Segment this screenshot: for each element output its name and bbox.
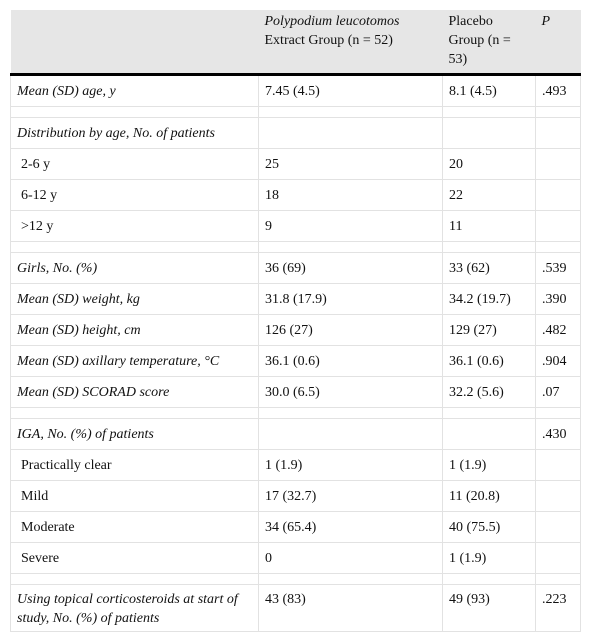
- table-container: [10, 10, 580, 632]
- cell-placebo: 40 (75.5): [443, 512, 536, 543]
- cell-placebo: 8.1 (4.5): [443, 75, 536, 107]
- header-treatment-n: Extract Group (n = 52): [264, 33, 393, 48]
- cell-p: .390: [536, 284, 581, 315]
- header-treatment-name: Polypodium leucotomos: [264, 14, 400, 29]
- spacer-row: [11, 574, 581, 585]
- header-row: [11, 10, 581, 75]
- row-label: Practically clear: [11, 450, 259, 481]
- cell-treatment: 9: [259, 211, 443, 242]
- cell-placebo: 36.1 (0.6): [443, 346, 536, 377]
- cell-treatment: 36 (69): [259, 253, 443, 284]
- cell-p: [536, 481, 581, 512]
- spacer-row: [11, 107, 581, 118]
- table-row: [11, 180, 581, 211]
- cell-placebo: 32.2 (5.6): [443, 377, 536, 408]
- header-p-value: P: [536, 10, 581, 75]
- row-label: Using topical corticosteroids at start of study, No. (%) of patients: [11, 585, 259, 632]
- cell-placebo: 1 (1.9): [443, 450, 536, 481]
- cell-p: [536, 211, 581, 242]
- spacer-row: [11, 408, 581, 419]
- cell-treatment: 18: [259, 180, 443, 211]
- cell-treatment: 36.1 (0.6): [259, 346, 443, 377]
- cell-treatment: 0: [259, 543, 443, 574]
- row-label: Mean (SD) axillary temperature, °C: [11, 346, 259, 377]
- row-label: Moderate: [11, 512, 259, 543]
- cell-placebo: 11 (20.8): [443, 481, 536, 512]
- table-row: [11, 481, 581, 512]
- cell-treatment: 43 (83): [259, 585, 443, 632]
- cell-p: .904: [536, 346, 581, 377]
- row-label: Distribution by age, No. of patients: [11, 118, 259, 149]
- cell-treatment: 30.0 (6.5): [259, 377, 443, 408]
- cell-placebo: [443, 118, 536, 149]
- row-label: Mean (SD) SCORAD score: [11, 377, 259, 408]
- cell-p: .539: [536, 253, 581, 284]
- cell-placebo: 34.2 (19.7): [443, 284, 536, 315]
- table-row: [11, 450, 581, 481]
- row-label: Mean (SD) weight, kg: [11, 284, 259, 315]
- cell-treatment: [259, 118, 443, 149]
- cell-p: [536, 180, 581, 211]
- cell-placebo: 49 (93): [443, 585, 536, 632]
- cell-p: [536, 450, 581, 481]
- row-label: >12 y: [11, 211, 259, 242]
- row-label: Severe: [11, 543, 259, 574]
- spacer-row: [11, 242, 581, 253]
- table-row: [11, 75, 581, 107]
- table-row: [11, 377, 581, 408]
- table-row: [11, 118, 581, 149]
- cell-placebo: 33 (62): [443, 253, 536, 284]
- cell-treatment: 126 (27): [259, 315, 443, 346]
- table-row: [11, 315, 581, 346]
- cell-treatment: 34 (65.4): [259, 512, 443, 543]
- table-row: [11, 543, 581, 574]
- cell-placebo: 129 (27): [443, 315, 536, 346]
- cell-treatment: 17 (32.7): [259, 481, 443, 512]
- cell-p: [536, 543, 581, 574]
- row-label: IGA, No. (%) of patients: [11, 419, 259, 450]
- row-label: Mean (SD) age, y: [11, 75, 259, 107]
- cell-p: [536, 118, 581, 149]
- header-treatment-group: [259, 10, 443, 75]
- cell-p: [536, 149, 581, 180]
- table-row: [11, 419, 581, 450]
- baseline-characteristics-table: [10, 10, 581, 632]
- cell-treatment: 31.8 (17.9): [259, 284, 443, 315]
- table-row: [11, 253, 581, 284]
- row-label: Mean (SD) height, cm: [11, 315, 259, 346]
- cell-placebo: 11: [443, 211, 536, 242]
- table-row: [11, 284, 581, 315]
- header-empty-cell: [11, 10, 259, 75]
- header-placebo-group: Placebo Group (n = 53): [443, 10, 536, 75]
- cell-treatment: 1 (1.9): [259, 450, 443, 481]
- table-row: [11, 585, 581, 632]
- cell-placebo: 20: [443, 149, 536, 180]
- row-label: Mild: [11, 481, 259, 512]
- table-row: [11, 512, 581, 543]
- cell-placebo: 22: [443, 180, 536, 211]
- table-row: [11, 211, 581, 242]
- table-row: [11, 346, 581, 377]
- cell-p: .430: [536, 419, 581, 450]
- cell-treatment: 7.45 (4.5): [259, 75, 443, 107]
- cell-p: .223: [536, 585, 581, 632]
- cell-placebo: [443, 419, 536, 450]
- table-row: [11, 149, 581, 180]
- cell-p: .07: [536, 377, 581, 408]
- cell-placebo: 1 (1.9): [443, 543, 536, 574]
- cell-treatment: 25: [259, 149, 443, 180]
- cell-p: [536, 512, 581, 543]
- cell-treatment: [259, 419, 443, 450]
- cell-p: .482: [536, 315, 581, 346]
- row-label: 2-6 y: [11, 149, 259, 180]
- row-label: 6-12 y: [11, 180, 259, 211]
- row-label: Girls, No. (%): [11, 253, 259, 284]
- cell-p: .493: [536, 75, 581, 107]
